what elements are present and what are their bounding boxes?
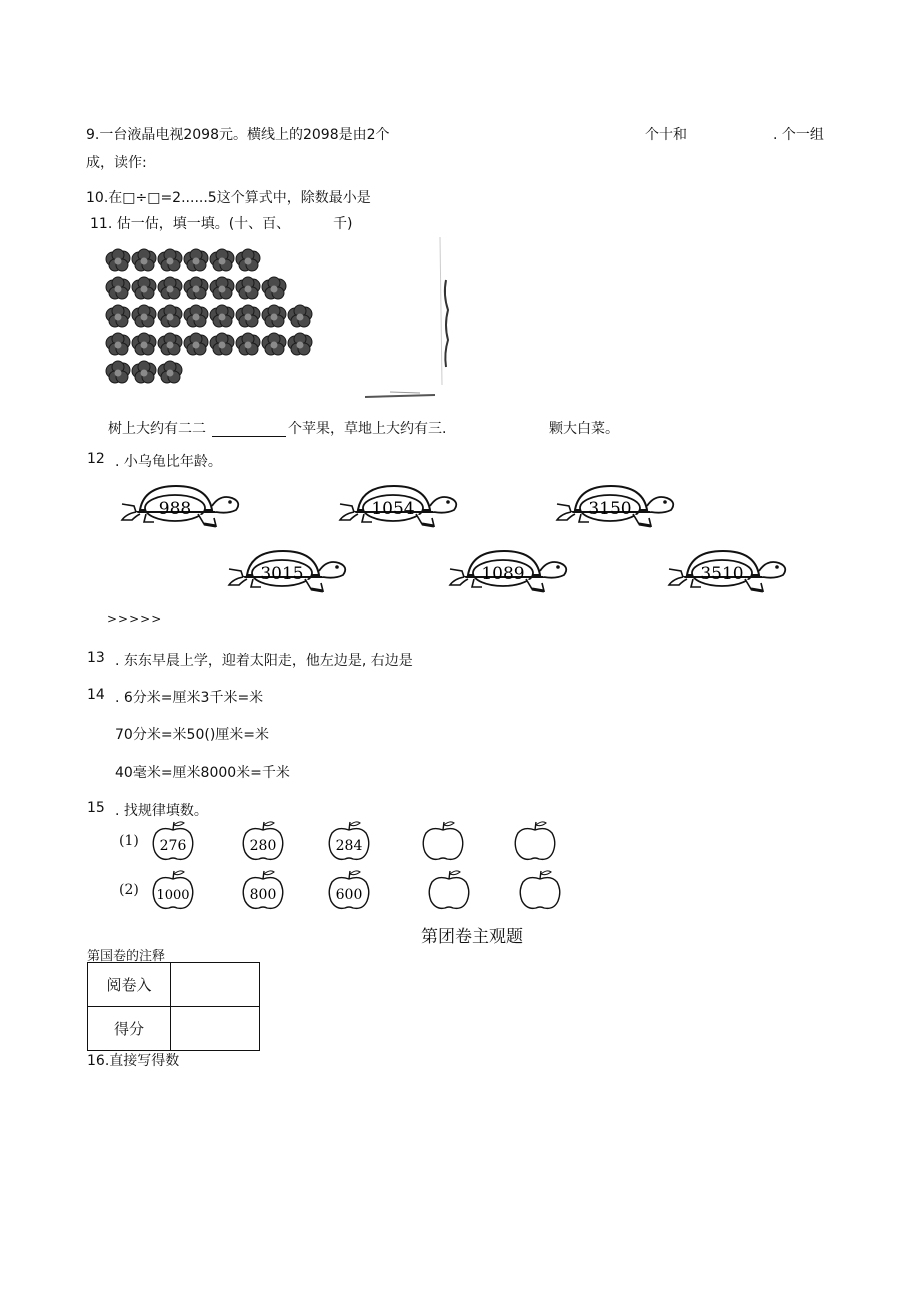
cabbage-icon: [262, 333, 286, 355]
turtle-age: 1089: [481, 564, 525, 584]
cabbage-icon: [288, 333, 312, 355]
score-table-reviewer-label: 阅卷入: [88, 963, 171, 1007]
cabbage-icon: [106, 249, 130, 271]
apple-2-5-blank[interactable]: [517, 869, 567, 911]
apple-2-4-blank[interactable]: [426, 869, 476, 911]
q15-number: 15: [87, 800, 105, 816]
q11-text: 11. 估一估，填一填。(十、百、: [90, 216, 291, 232]
cabbage-icon: [262, 305, 286, 327]
turtle-age: 3510: [700, 564, 744, 584]
turtle-age: 1054: [371, 499, 415, 519]
q12-text: . 小乌龟比年龄。: [115, 454, 222, 470]
turtle-age: 3150: [588, 499, 632, 519]
turtle-3: [553, 480, 683, 535]
tree-image: [360, 235, 460, 405]
cabbage-icon: [132, 249, 156, 271]
cabbage-icon: [210, 277, 234, 299]
q10-text: 10.在□÷□=2......5这个算式中，除数最小是: [86, 190, 371, 206]
apple-2-2: [240, 869, 290, 911]
cabbage-icon: [288, 305, 312, 327]
score-table-score-label: 得分: [88, 1007, 171, 1051]
cabbage-icon: [106, 333, 130, 355]
apple-number: 280: [249, 838, 277, 854]
cabbage-icon: [262, 277, 286, 299]
turtle-2: [336, 480, 466, 535]
q11-answer-mid: 个苹果，草地上大约有三.: [288, 421, 447, 437]
cabbage-icon: [184, 305, 208, 327]
apple-1-1: [150, 820, 200, 862]
q12-arrows: >>>>>: [107, 612, 163, 626]
q9-mid-text: 个十和: [645, 127, 687, 143]
cabbage-icon: [132, 277, 156, 299]
section-note: 第国卷的注释: [87, 949, 166, 964]
q9-end-text: . 个一组: [773, 127, 824, 143]
q14-line2: 70分米=米50()厘米=米: [115, 727, 270, 743]
apple-number: 276: [159, 838, 187, 854]
apple-1-3: [326, 820, 376, 862]
q15-text: . 找规律填数。: [115, 803, 208, 819]
turtle-age: 988: [158, 499, 192, 519]
cabbage-icon: [236, 333, 260, 355]
apple-number: 800: [249, 887, 277, 903]
q11-blank-apples[interactable]: [212, 420, 286, 437]
cabbage-icon: [106, 277, 130, 299]
q13-number: 13: [87, 650, 105, 666]
q11-answer-right: 颗大白菜。: [549, 421, 619, 437]
cabbage-icon: [236, 249, 260, 271]
cabbage-icon: [132, 361, 156, 383]
cabbage-icon: [106, 361, 130, 383]
cabbage-icon: [184, 249, 208, 271]
turtle-6: [665, 545, 795, 600]
cabbage-icon: [184, 333, 208, 355]
cabbage-icon: [158, 361, 182, 383]
cabbage-icon: [158, 333, 182, 355]
score-table-score-cell[interactable]: [171, 1007, 260, 1051]
cabbage-icon: [184, 277, 208, 299]
cabbage-icon: [210, 305, 234, 327]
apple-1-2: [240, 820, 290, 862]
score-table: [87, 962, 260, 1051]
cabbage-icon: [106, 305, 130, 327]
q16-text: 16.直接写得数: [87, 1053, 180, 1069]
q14-line3: 40毫米=厘米8000米=千米: [115, 765, 290, 781]
cabbage-icon: [158, 277, 182, 299]
q13-text: . 东东早晨上学，迎着太阳走，他左边是, 右边是: [115, 653, 413, 669]
section-title: 第团卷主观题: [421, 927, 523, 947]
cabbage-icon: [210, 333, 234, 355]
apple-2-3: [326, 869, 376, 911]
q9-line2: 成，读作:: [86, 155, 147, 171]
turtle-age: 3015: [260, 564, 304, 584]
turtle-5: [446, 545, 576, 600]
q11-text-end: 千): [333, 216, 353, 232]
apple-number: 1000: [156, 888, 190, 903]
apple-2-1: [150, 869, 200, 911]
apple-number: 284: [335, 838, 363, 854]
q12-number: 12: [87, 451, 105, 467]
apple-1-4-blank[interactable]: [420, 820, 470, 862]
q14-number: 14: [87, 687, 105, 703]
score-table-reviewer-cell[interactable]: [171, 963, 260, 1007]
cabbage-icon: [236, 277, 260, 299]
q11-answer-left: 树上大约有二二: [108, 421, 206, 437]
cabbage-icon: [158, 305, 182, 327]
q14-text: . 6分米=厘米3千米=米: [115, 690, 264, 706]
cabbage-icon: [210, 249, 234, 271]
apple-1-5-blank[interactable]: [512, 820, 562, 862]
apple-number: 600: [335, 887, 363, 903]
cabbage-icon: [236, 305, 260, 327]
cabbage-group-image: [105, 245, 335, 395]
cabbage-icon: [158, 249, 182, 271]
q15-row1-label: (1): [119, 833, 139, 849]
q15-row2-label: (2): [119, 882, 139, 898]
cabbage-icon: [132, 305, 156, 327]
cabbage-icon: [132, 333, 156, 355]
turtle-1: [118, 480, 248, 535]
turtle-4: [225, 545, 355, 600]
q9-line1: 9.一台液晶电视2098元。横线上的2098是由2个: [86, 127, 390, 143]
